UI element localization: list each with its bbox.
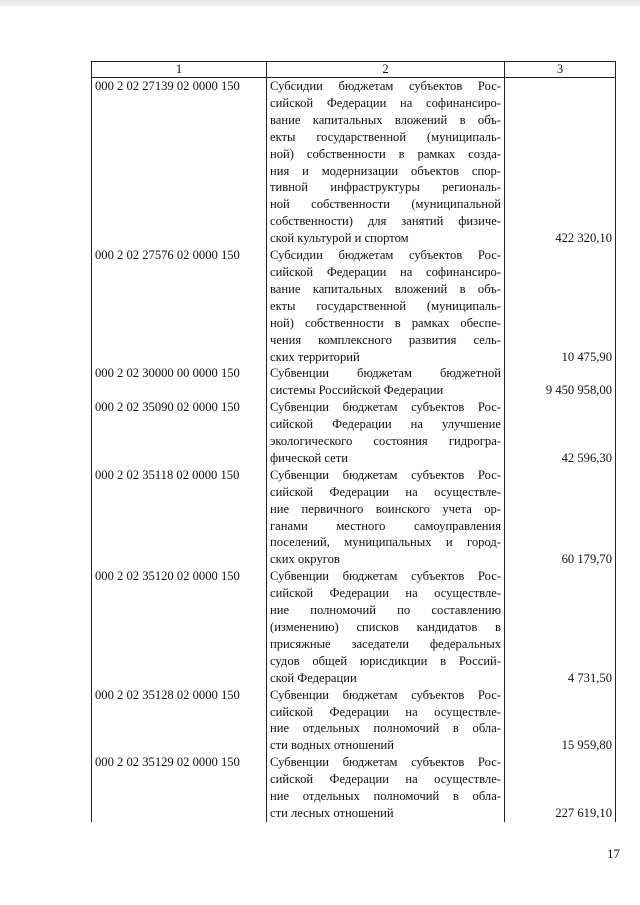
budget-description (267, 687, 505, 755)
budget-amount: 60 179,70 (505, 467, 616, 568)
budget-amount: 42 596,30 (505, 399, 616, 467)
budget-code: 000 2 02 35090 02 0000 150 (92, 399, 267, 467)
scan-top-edge (0, 0, 640, 7)
description-line: сийской Федерации на улучшение (270, 417, 501, 432)
description-line: Субсидии бюджетам субъектов Рос- (270, 79, 501, 93)
description-line: ских округов (270, 552, 340, 567)
column-header-2: 2 (267, 62, 505, 78)
description-line: Субвенции бюджетам субъектов Рос- (270, 467, 501, 482)
table-row (92, 399, 616, 467)
description-line: Субсидии бюджетам субъектов Рос- (270, 248, 501, 263)
description-line: чения комплексного развития сель- (270, 332, 501, 347)
description-line: ганами местного самоуправления (270, 518, 501, 533)
budget-code: 000 2 02 30000 00 0000 150 (92, 365, 267, 399)
budget-code: 000 2 02 27576 02 0000 150 (92, 247, 267, 365)
table-row (92, 687, 616, 755)
budget-description (267, 365, 505, 399)
description-line: системы Российской Федерации (270, 383, 444, 398)
description-line: сийской Федерации на софинансиро- (270, 95, 501, 110)
description-line: фической сети (270, 450, 348, 465)
budget-description (267, 754, 505, 822)
description-line: ния и модернизации объектов спор- (270, 163, 501, 178)
description-line: присяжные заседатели федеральных (270, 636, 501, 651)
budget-description (267, 78, 505, 248)
budget-description (267, 247, 505, 365)
table-row (92, 568, 616, 686)
description-line: ной) собственности в рамках созда- (270, 146, 501, 161)
budget-code: 000 2 02 35128 02 0000 150 (92, 687, 267, 755)
description-line: сти лесных отношений (270, 805, 394, 820)
budget-code: 000 2 02 35118 02 0000 150 (92, 467, 267, 568)
description-line: ние отдельных полномочий в обла- (270, 721, 501, 736)
description-line: Субвенции бюджетам субъектов Рос- (270, 687, 501, 702)
description-line: Субвенции бюджетам субъектов Рос- (270, 569, 501, 584)
budget-amount: 227 619,10 (505, 754, 616, 822)
description-line: ние первичного воинского учета ор- (270, 501, 501, 516)
description-line: вание капитальных вложений в объ- (270, 112, 501, 127)
description-line: Субвенции бюджетам бюджетной (270, 366, 501, 381)
description-line: (изменению) списков кандидатов в (270, 620, 501, 634)
description-line: Субвенции бюджетам субъектов Рос- (270, 755, 501, 770)
budget-amount: 10 475,90 (505, 247, 616, 365)
description-line: сти водных отношений (270, 738, 395, 753)
description-line: ской Федерации (270, 670, 357, 685)
description-line: тивной инфраструктуры региональ- (270, 180, 501, 195)
description-line: вание капитальных вложений в объ- (270, 281, 501, 296)
table-row (92, 78, 616, 248)
table-row (92, 365, 616, 399)
description-line: судов общей юрисдикции в Россий- (270, 653, 501, 668)
description-line: ских территорий (270, 349, 360, 364)
description-line: сийской Федерации на софинансиро- (270, 264, 501, 279)
description-line: Субвенции бюджетам субъектов Рос- (270, 400, 501, 415)
budget-amount: 4 731,50 (505, 568, 616, 686)
budget-description (267, 399, 505, 467)
budget-code: 000 2 02 35120 02 0000 150 (92, 568, 267, 686)
budget-code: 000 2 02 27139 02 0000 150 (92, 78, 267, 248)
page-number: 17 (607, 846, 620, 861)
description-line: сийской Федерации на осуществле- (270, 704, 501, 719)
table-header-row (92, 62, 616, 78)
column-header-3: 3 (505, 62, 616, 78)
description-line: сийской Федерации на осуществле- (270, 484, 501, 499)
description-line: сийской Федерации на осуществле- (270, 772, 501, 787)
table-body (92, 78, 616, 822)
description-line: ской культурой и спортом (270, 231, 409, 246)
description-line: сийской Федерации на осуществле- (270, 586, 501, 601)
table-row (92, 754, 616, 822)
budget-description (267, 467, 505, 568)
description-line: ние отдельных полномочий в обла- (270, 789, 501, 804)
budget-amount: 9 450 958,00 (505, 365, 616, 399)
budget-amount: 422 320,10 (505, 78, 616, 248)
description-line: экологического состояния гидрогра- (270, 434, 501, 449)
budget-amount: 15 959,80 (505, 687, 616, 755)
description-line: ной собственности (муниципальной (270, 197, 501, 212)
table-row (92, 247, 616, 365)
description-line: ние полномочий по составлению (270, 603, 501, 618)
description-line: ной) собственности в рамках обеспе- (270, 315, 501, 330)
budget-description (267, 568, 505, 686)
column-header-1: 1 (92, 62, 267, 78)
budget-code: 000 2 02 35129 02 0000 150 (92, 754, 267, 822)
description-line: екты государственной (муниципаль- (270, 129, 501, 144)
description-line: екты государственной (муниципаль- (270, 298, 501, 313)
budget-table (91, 61, 616, 822)
description-line: поселений, муниципальных и город- (270, 535, 501, 550)
description-line: собственности) для занятий физиче- (270, 214, 501, 229)
table-row (92, 467, 616, 568)
